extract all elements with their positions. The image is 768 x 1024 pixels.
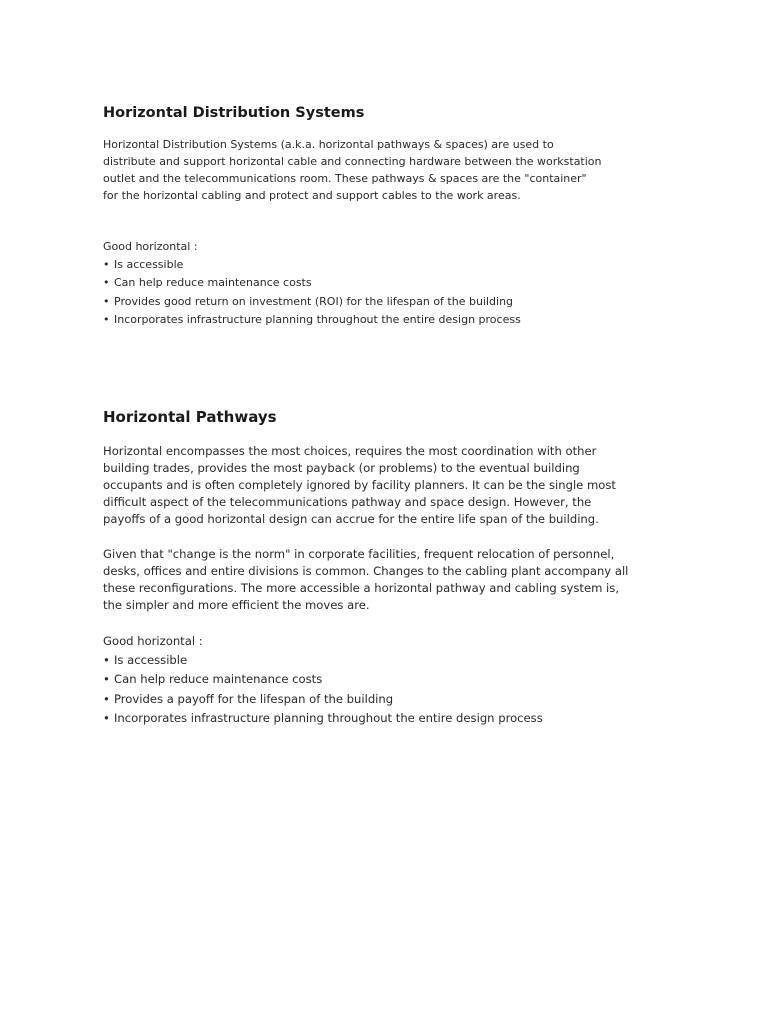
- paragraph-line: distribute and support horizontal cable and connecting hardware between the workstation: [103, 155, 602, 168]
- section-horizontal-pathways: [103, 407, 629, 729]
- bullet-list: [103, 256, 623, 329]
- intro-paragraph: [103, 136, 623, 204]
- list-item: • Can help reduce maintenance costs: [103, 274, 623, 292]
- list-item: • Incorporates infrastructure planning throughout the entire design process: [103, 311, 623, 329]
- paragraph-line: Horizontal encompasses the most choices, requires the most coordination with other: [103, 444, 597, 458]
- paragraph-line: outlet and the telecommunications room. These pathways & spaces are the "container": [103, 172, 587, 185]
- paragraph-line: building trades, provides the most payback (or problems) to the eventual building: [103, 461, 580, 475]
- paragraph-line: occupants and is often completely ignored by facility planners. It can be the single most: [103, 478, 616, 492]
- section-title: Horizontal Distribution Systems: [103, 105, 365, 121]
- list-item: • Is accessible: [103, 651, 623, 670]
- body-paragraph-1: [103, 443, 623, 528]
- section-horizontal-distribution-systems: [103, 104, 623, 329]
- paragraph-line: the simpler and more efficient the moves are.: [103, 598, 370, 612]
- list-intro: Good horizontal :: [103, 634, 203, 648]
- section-title: Horizontal Pathways: [103, 408, 277, 426]
- list-intro: Good horizontal :: [103, 240, 198, 253]
- bullet-list: [103, 651, 623, 729]
- paragraph-line: desks, offices and entire divisions is common. Changes to the cabling plant accompany all: [103, 564, 629, 578]
- list-item: • Provides a payoff for the lifespan of the building: [103, 690, 623, 709]
- paragraph-line: payoffs of a good horizontal design can accrue for the entire life span of the building.: [103, 512, 599, 526]
- paragraph-line: Given that "change is the norm" in corporate facilities, frequent relocation of personnel,: [103, 547, 615, 561]
- list-item: • Can help reduce maintenance costs: [103, 670, 623, 689]
- paragraph-line: Horizontal Distribution Systems (a.k.a. horizontal pathways & spaces) are used to: [103, 138, 554, 151]
- list-item: • Provides good return on investment (ROI) for the lifespan of the building: [103, 293, 623, 311]
- paragraph-line: for the horizontal cabling and protect and support cables to the work areas.: [103, 189, 521, 202]
- list-item: • Incorporates infrastructure planning throughout the entire design process: [103, 709, 623, 728]
- body-paragraph-2: [103, 546, 629, 614]
- paragraph-line: difficult aspect of the telecommunications pathway and space design. However, the: [103, 495, 592, 509]
- paragraph-line: these reconfigurations. The more accessible a horizontal pathway and cabling system is,: [103, 581, 620, 595]
- list-item: • Is accessible: [103, 256, 623, 274]
